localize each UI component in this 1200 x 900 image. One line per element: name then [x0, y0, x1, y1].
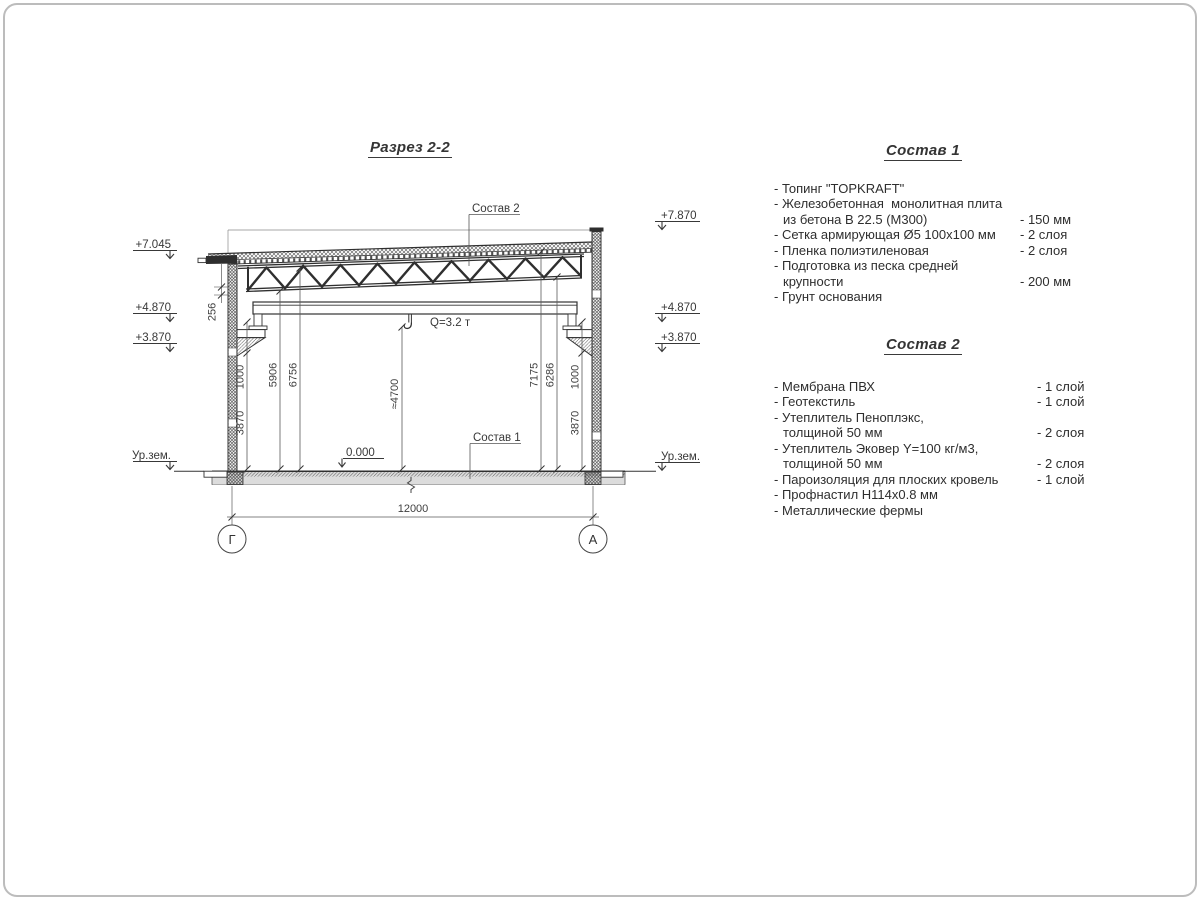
floor-slab: [174, 471, 656, 493]
crane-capacity-label: Q=3.2 т: [430, 317, 471, 329]
spec-text: - Профнастил Н114х0.8 мм: [774, 487, 938, 503]
ground-level-right: Ур.зем.: [661, 451, 701, 463]
spec-text: - Пароизоляция для плоских кровель: [774, 471, 999, 487]
elevation-marks-left: [132, 239, 177, 470]
span-dimension: [218, 486, 607, 553]
corbel-right: [567, 330, 592, 338]
spec-text: - Топинг "TOPKRAFT": [774, 181, 905, 196]
parapet-cap: [590, 228, 604, 232]
spec-value: - 2 слоя: [1020, 242, 1068, 258]
dim-6286: 6286: [544, 362, 557, 388]
elevation-7870: +7.870: [661, 210, 697, 222]
spec-text: - Металлические фермы: [774, 502, 923, 518]
ground-level-left: Ур.зем.: [131, 450, 171, 462]
spec-value: - 2 слоя: [1037, 425, 1085, 441]
dim-1000-right: 1000: [569, 364, 582, 390]
spec-text: - Утеплитель Пеноплэкс,: [774, 409, 924, 425]
dimension-labels: [207, 303, 582, 435]
drawing-title: Разрез 2-2: [370, 139, 451, 156]
dim-3870-left: 3870: [234, 410, 247, 436]
callout-roof-label: Состав 2: [472, 203, 520, 215]
elevation-3870-left: +3.870: [135, 332, 171, 344]
dim-256: 256: [206, 302, 219, 322]
elevation-4870-left: +4.870: [135, 302, 171, 314]
dim-1000-left: 1000: [234, 364, 247, 390]
spec-text: - Геотекстиль: [774, 394, 856, 410]
dim-5906: 5906: [267, 362, 280, 388]
eaves-plate: [206, 255, 237, 264]
spec-text: из бетона В 22.5 (М300): [783, 211, 928, 227]
elevation-4870-right: +4.870: [661, 302, 697, 314]
foundation-block-left: [227, 472, 243, 485]
dim-6756: 6756: [287, 362, 300, 388]
level-zero-label: 0.000: [346, 447, 375, 459]
spec-text: - Сетка армирующая Ø5 100х100 мм: [774, 227, 996, 243]
vertical-dimensions: [214, 252, 582, 469]
elevation-3870-right: +3.870: [661, 332, 697, 344]
dim-span: 12000: [397, 503, 429, 515]
corbel-left: [237, 330, 265, 338]
crane-beam: [237, 302, 592, 356]
elevation-7045: +7.045: [135, 239, 171, 251]
spec-value: - 150 мм: [1020, 211, 1072, 227]
dim-7175: 7175: [528, 362, 541, 388]
spec-text: - Мембрана ПВХ: [774, 379, 875, 394]
spec-text: - Железобетонная монолитная плита: [774, 196, 1003, 212]
elevation-marks-right: [655, 210, 700, 470]
hoist-hook: [404, 314, 411, 329]
spec-text: - Пленка полиэтиленовая: [774, 242, 929, 258]
spec-value: - 1 слой: [1037, 394, 1085, 410]
spec-text: - Подготовка из песка средней: [774, 258, 959, 274]
spec-value: - 2 слоя: [1037, 456, 1085, 472]
foundation-block-right: [585, 472, 601, 485]
spec-text: - Утеплитель Эковер Y=100 кг/м3,: [774, 440, 979, 456]
spec-text: крупности: [783, 273, 844, 289]
composition1-title: Состав 1: [886, 142, 960, 159]
spec-value: - 1 слой: [1037, 471, 1085, 487]
dim-3870-right: 3870: [569, 410, 582, 436]
spec-text: толщиной 50 мм: [783, 425, 883, 441]
callout-floor-label: Состав 1: [473, 432, 521, 444]
composition2-title: Состав 2: [886, 336, 960, 353]
spec-text: толщиной 50 мм: [783, 456, 883, 472]
axis-letter-right: А: [588, 531, 598, 547]
spec-value: - 1 слой: [1037, 379, 1085, 394]
spec-value: - 2 слоя: [1020, 227, 1068, 243]
spec-text: - Грунт основания: [774, 289, 883, 305]
spec-value: - 200 мм: [1020, 273, 1072, 289]
dim-4700: ≈4700: [389, 378, 401, 410]
level-zero-mark: [339, 447, 385, 467]
axis-letter-left: Г: [228, 531, 236, 547]
